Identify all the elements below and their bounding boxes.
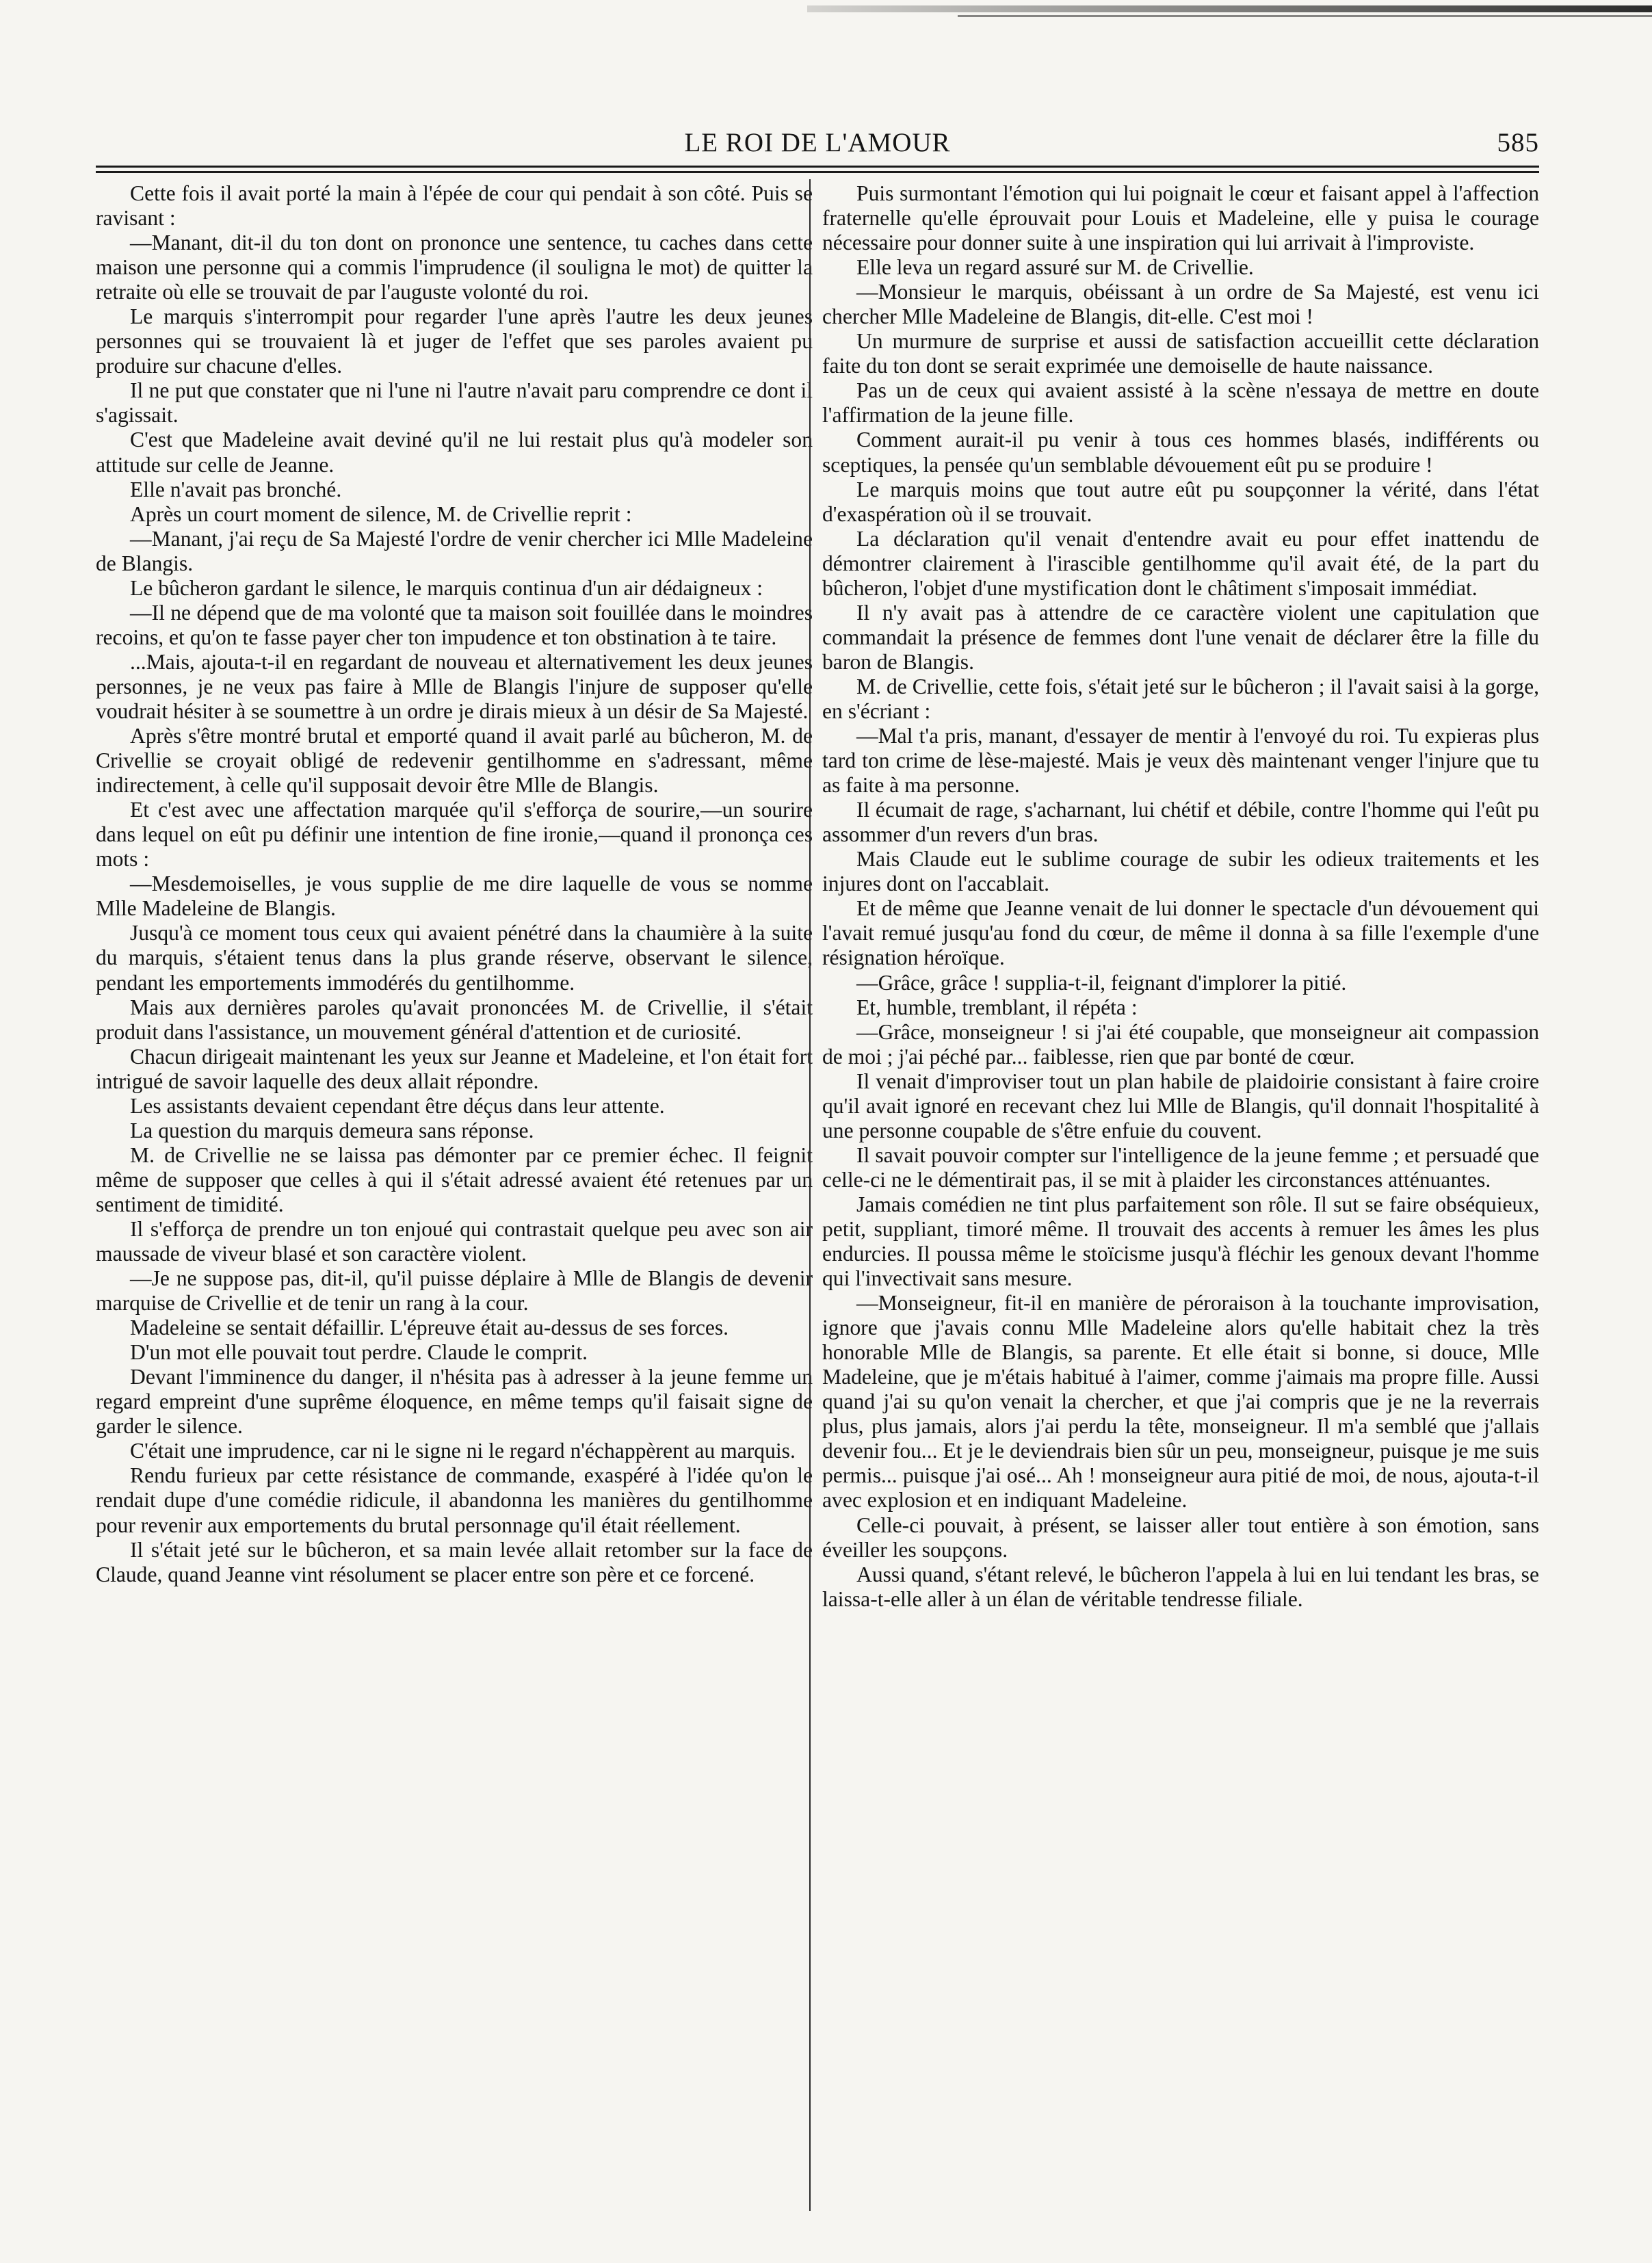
paragraph: Madeleine se sentait défaillir. L'épreuve était au-dessus de ses forces. — [130, 1316, 729, 1340]
paragraph: —Mal t'a pris, manant, d'essayer de mentir à l'envoyé du roi. Tu expieras plus tard ton crime de lèse-majesté. Mais je veux dès maintenant venger l'injure que tu as faite à ma personne. — [822, 724, 1539, 798]
paragraph: Les assistants devaient cependant être déçus dans leur attente. — [130, 1093, 665, 1118]
paragraph: C'était une imprudence, car ni le signe ni le regard n'échappèrent au marquis. — [130, 1439, 796, 1463]
paragraph: Celle-ci pouvait, à présent, se laisser aller tout entière à son émotion, sans éveiller les soupçons. — [822, 1513, 1539, 1562]
running-title: LE ROI DE L'AMOUR — [684, 128, 951, 157]
paragraph: ...Mais, ajouta-t-il en regardant de nouveau et alternativement les deux jeunes personnes, je ne veux pas faire à Mlle de Blangis l'injure de supposer qu'elle voudrait hésiter à se soumettre à un ordre je dirais mieux à un désir de Sa Majesté. — [96, 649, 813, 723]
paragraph: Comment aurait-il pu venir à tous ces hommes blasés, indifférents ou sceptiques, la pensée qu'un semblable dévouement eût pu se produire ! — [822, 428, 1539, 477]
paragraph: Il s'était jeté sur le bûcheron, et sa main levée allait retomber sur la face de Claude, quand Jeanne vint résolument se placer entre son père et ce forcené. — [96, 1537, 813, 1586]
paragraph: Et c'est avec une affectation marquée qu'il s'efforça de sourire,—un sourire dans lequel on eût pu définir une intention de fine ironie,—quand il prononça ces mots : — [96, 798, 813, 872]
paragraph: Puis surmontant l'émotion qui lui poignait le cœur et faisant appel à l'affection fraternelle qu'elle éprouvait pour Louis et Madeleine, elle y puisa le courage nécessaire pour donner suite à une inspiration qui lui arrivait à l'improviste. — [822, 181, 1539, 255]
column-divider — [809, 179, 811, 2211]
right-column — [822, 181, 1539, 1612]
left-column — [96, 181, 813, 1587]
top-edge-rule-thin — [958, 15, 1652, 17]
paragraph: Mais aux dernières paroles qu'avait prononcées M. de Crivellie, il s'était produit dans l'assistance, un mouvement général d'attention et de curiosité. — [96, 995, 813, 1044]
page-header — [96, 122, 1539, 163]
paragraph: La question du marquis demeura sans réponse. — [130, 1118, 534, 1142]
paragraph: Elle leva un regard assuré sur M. de Crivellie. — [856, 255, 1254, 280]
paragraph: Il n'y avait pas à attendre de ce caractère violent une capitulation que commandait la présence de femmes dont l'une venait de déclarer être la fille du baron de Blangis. — [822, 600, 1539, 674]
paragraph: Devant l'imminence du danger, il n'hésita pas à adresser à la jeune femme un regard empreint d'une suprême éloquence, en même temps qu'il faisait signe de garder le silence. — [96, 1365, 813, 1439]
paragraph: C'est que Madeleine avait deviné qu'il ne lui restait plus qu'à modeler son attitude sur celle de Jeanne. — [96, 428, 813, 477]
paragraph: La déclaration qu'il venait d'entendre avait eu pour effet inattendu de démontrer clairement à l'irascible gentilhomme qu'il avait été, de la part du bûcheron, l'objet d'une mystification dont le châtiment s'imposait immédiat. — [822, 526, 1539, 600]
paragraph: Pas un de ceux qui avaient assisté à la scène n'essaya de mettre en doute l'affirmation de la jeune fille. — [822, 378, 1539, 428]
paragraph: Il ne put que constater que ni l'une ni l'autre n'avait paru comprendre ce dont il s'agissait. — [96, 378, 813, 428]
paragraph: Le bûcheron gardant le silence, le marquis continua d'un air dédaigneux : — [130, 575, 763, 600]
paragraph: Rendu furieux par cette résistance de commande, exaspéré à l'idée qu'on le rendait dupe d'une comédie ridicule, il abandonna les manières du gentilhomme pour revenir aux emportements du brutal personnage qu'il était réellement. — [96, 1463, 813, 1537]
paragraph: —Monseigneur, fit-il en manière de péroraison à la touchante improvisation, ignore que j'avais connu Mlle Madeleine alors qu'elle habitait chez la très honorable Mlle de Blangis, sa parente. Et elle était si bonne, si douce, Mlle Madeleine, que je m'étais habitué à l'aimer, comme j'aimais ma propre fille. Aussi quand j'ai su qu'on venait la chercher, et que j'ai compris que je ne la reverrais plus, plus jamais, alors j'ai perdu la tête, monseigneur. Il m'a semblé que j'allais devenir fou... Et je le deviendrais bien sûr un peu, monseigneur, puisque je me suis permis... puisque j'ai osé... Ah ! monseigneur aura pitié de moi, de nous, ajouta-t-il avec explosion et en indiquant Madeleine. — [822, 1291, 1539, 1513]
paragraph: Il venait d'improviser tout un plan habile de plaidoirie consistant à faire croire qu'il avait ignoré en recevant chez lui Mlle de Blangis, qu'il donnait l'hospitalité à une personne coupable de s'être enfuie du couvent. — [822, 1069, 1539, 1142]
paragraph: Après s'être montré brutal et emporté quand il avait parlé au bûcheron, M. de Crivellie se croyait obligé de redevenir gentilhomme en s'adressant, même indirectement, à celle qu'il supposait devoir être Mlle de Blangis. — [96, 724, 813, 798]
paragraph: Jusqu'à ce moment tous ceux qui avaient pénétré dans la chaumière à la suite du marquis, s'étaient tenus dans la plus grande réserve, observant le silence, pendant les emportements immodérés du gentilhomme. — [96, 921, 813, 995]
paragraph: Aussi quand, s'étant relevé, le bûcheron l'appela à lui en lui tendant les bras, se laissa-t-elle aller à un élan de véritable tendresse filiale. — [822, 1562, 1539, 1611]
paragraph: M. de Crivellie, cette fois, s'était jeté sur le bûcheron ; il l'avait saisi à la gorge, en s'écriant : — [822, 674, 1539, 723]
paragraph: Le marquis s'interrompit pour regarder l'une après l'autre les deux jeunes personnes qui se trouvaient là et juger de l'effet que ses paroles avaient pu produire sur chacune d'elles. — [96, 304, 813, 378]
paragraph: Il savait pouvoir compter sur l'intelligence de la jeune femme ; et persuadé que celle-ci ne le démentirait pas, il se mit à plaider les circonstances atténuantes. — [822, 1142, 1539, 1192]
paragraph: Un murmure de surprise et aussi de satisfaction accueillit cette déclaration faite du ton dont se serait exprimée une demoiselle de haute naissance. — [822, 329, 1539, 378]
top-edge-rule — [807, 5, 1652, 12]
paragraph: —Je ne suppose pas, dit-il, qu'il puisse déplaire à Mlle de Blangis de devenir marquise de Crivellie et de tenir un rang à la cour. — [96, 1266, 813, 1316]
paragraph: —Manant, j'ai reçu de Sa Majesté l'ordre de venir chercher ici Mlle Madeleine de Blangis. — [96, 526, 813, 575]
paragraph: —Il ne dépend que de ma volonté que ta maison soit fouillée dans le moindres recoins, et qu'on te fasse payer cher ton impudence et ton obstination à te taire. — [96, 600, 813, 649]
paragraph: —Monsieur le marquis, obéissant à un ordre de Sa Majesté, est venu ici chercher Mlle Madeleine de Blangis, dit-elle. C'est moi ! — [822, 280, 1539, 329]
paragraph: —Manant, dit-il du ton dont on prononce une sentence, tu caches dans cette maison une personne qui a commis l'imprudence (il souligna le mot) de quitter la retraite où elle se trouvait de par l'auguste volonté du roi. — [96, 231, 813, 304]
paragraph: —Grâce, monseigneur ! si j'ai été coupable, que monseigneur ait compassion de moi ; j'ai péché par... faiblesse, rien que par bonté de cœur. — [822, 1019, 1539, 1069]
paragraph: Mais Claude eut le sublime courage de subir les odieux traitements et les injures dont on l'accablait. — [822, 847, 1539, 896]
paragraph: Le marquis moins que tout autre eût pu soupçonner la vérité, dans l'état d'exaspération où il se trouvait. — [822, 477, 1539, 526]
paragraph: Après un court moment de silence, M. de Crivellie reprit : — [130, 501, 632, 526]
page-number: 585 — [1497, 128, 1539, 157]
paragraph: Il s'efforça de prendre un ton enjoué qui contrastait quelque peu avec son air maussade de viveur blasé et son caractère violent. — [96, 1216, 813, 1266]
paragraph: Et de même que Jeanne venait de lui donner le spectacle d'un dévouement qui l'avait remué jusqu'au fond du cœur, de même il donna à sa fille l'exemple d'une résignation héroïque. — [822, 896, 1539, 970]
paragraph: Elle n'avait pas bronché. — [130, 477, 342, 501]
header-rule-bottom — [96, 171, 1539, 173]
paragraph: —Mesdemoiselles, je vous supplie de me dire laquelle de vous se nomme Mlle Madeleine de Blangis. — [96, 872, 813, 921]
header-rule-top — [96, 166, 1539, 168]
paragraph: M. de Crivellie ne se laissa pas démonter par ce premier échec. Il feignit même de supposer que celles à qui il s'était adressé avaient été retenues par un sentiment de timidité. — [96, 1142, 813, 1216]
paragraph: —Grâce, grâce ! supplia-t-il, feignant d'implorer la pitié. — [856, 970, 1347, 995]
paragraph: Chacun dirigeait maintenant les yeux sur Jeanne et Madeleine, et l'on était fort intrigué de savoir laquelle des deux allait répondre. — [96, 1044, 813, 1093]
paragraph: D'un mot elle pouvait tout perdre. Claude le comprit. — [130, 1340, 588, 1365]
paragraph: Cette fois il avait porté la main à l'épée de cour qui pendait à son côté. Puis se ravisant : — [96, 181, 813, 231]
paragraph: Et, humble, tremblant, il répéta : — [856, 995, 1138, 1019]
paragraph: Il écumait de rage, s'acharnant, lui chétif et débile, contre l'homme qui l'eût pu assommer d'un revers d'un bras. — [822, 798, 1539, 847]
paragraph: Jamais comédien ne tint plus parfaitement son rôle. Il sut se faire obséquieux, petit, suppliant, timoré même. Il trouvait des accents à remuer les âmes les plus endurcies. Il poussa même le stoïcisme jusqu'à fléchir les genoux devant l'homme qui l'invectivait sans mesure. — [822, 1192, 1539, 1291]
